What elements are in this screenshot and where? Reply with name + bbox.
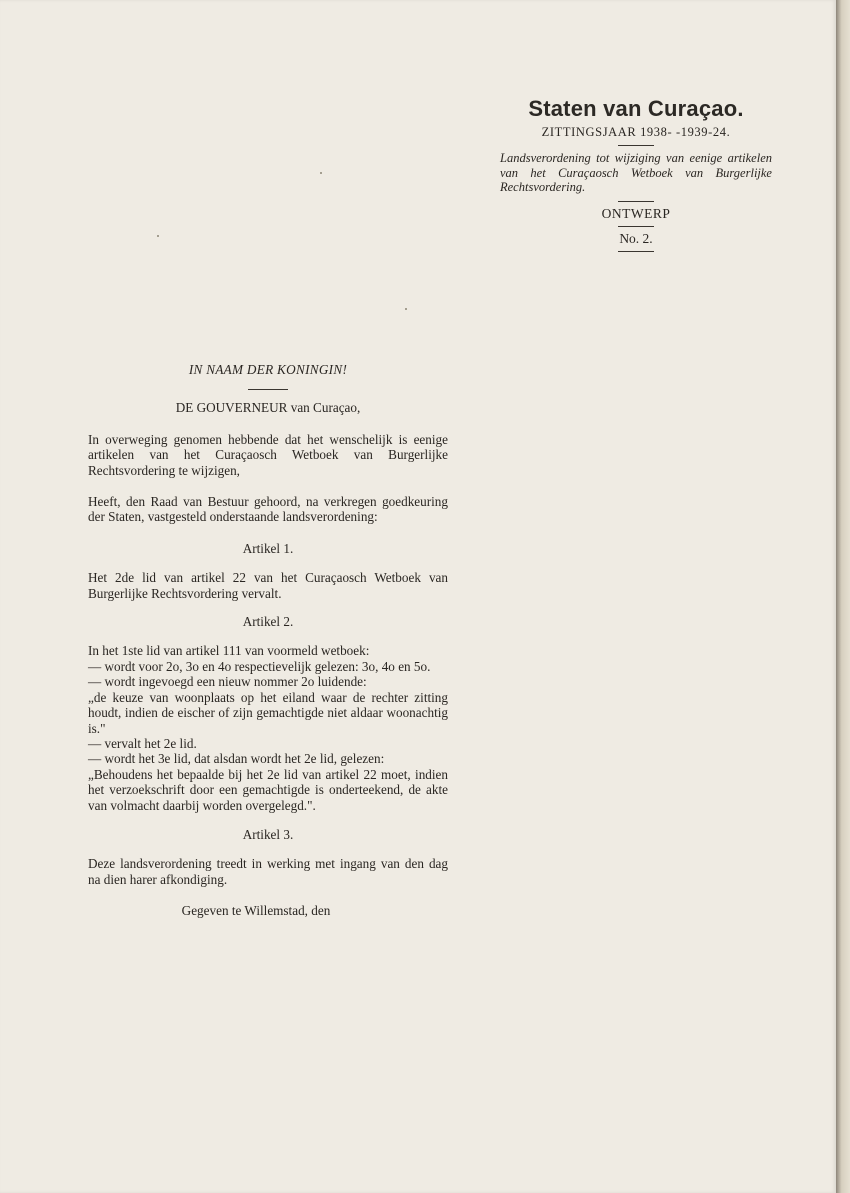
article-2-heading: Artikel 2.	[242, 614, 294, 630]
paper-speck	[320, 172, 322, 174]
invocation: IN NAAM DER KONINGIN!	[188, 362, 348, 377]
enacting-paragraph: Heeft, den Raad van Bestuur gehoord, na verkregen goedkeuring der Staten, vastgesteld onderstaande landsverordening:	[88, 494, 448, 525]
article-2-intro: In het 1ste lid van artikel 111 van voormeld wetboek:	[88, 643, 370, 659]
draft-divider	[618, 226, 654, 227]
page-edge	[836, 0, 850, 1193]
article-2-item-4: — wordt het 3e lid, dat alsdan wordt het 2e lid, gelezen:	[88, 751, 385, 767]
article-2-item-3: — vervalt het 2e lid.	[88, 735, 197, 751]
article-2-item-1: — wordt voor 2o, 3o en 4o respectievelijk gelezen: 3o, 4o en 5o.	[88, 658, 431, 674]
description-divider	[618, 201, 654, 202]
article-2-quote-1: „de keuze van woonplaats op het eiland waar de rechter zitting houdt, indien de eischer of zijn gemachtigde niet aldaar woonachtig is."	[88, 689, 448, 736]
draft-number: No. 2.	[619, 230, 653, 246]
article-3-heading: Artikel 3.	[242, 826, 294, 842]
number-divider	[618, 251, 654, 252]
article-2-quote-2: „Behoudens het bepaalde bij het 2e lid van artikel 22 moet, indien het verzoekschrift door een gemachtigde is onderteekend, de akte van volmacht daarbij worden overgelegd.".	[88, 766, 448, 813]
paper-speck	[405, 308, 407, 310]
ordinance-body	[88, 362, 448, 919]
bill-description: Landsverordening tot wijziging van eenige artikelen van het Curaçaosch Wetboek van Burgerlijke Rechtsvordering.	[500, 151, 772, 194]
session-year: ZITTINGSJAAR 1938- -1939-24.	[541, 125, 731, 139]
document-header	[500, 96, 772, 252]
header-divider	[618, 145, 654, 146]
article-1-text: Het 2de lid van artikel 22 van het Curaçaosch Wetboek van Burgerlijke Rechtsvordering vervalt.	[88, 570, 448, 601]
closing-line: Gegeven te Willemstad, den	[181, 903, 331, 919]
document-title: Staten van Curaçao.	[528, 96, 744, 121]
draft-label: ONTWERP	[601, 205, 671, 221]
article-3-text: Deze landsverordening treedt in werking met ingang van den dag na dien harer afkondiging.	[88, 856, 448, 887]
considering-paragraph: In overweging genomen hebbende dat het wenschelijk is eenige artikelen van het Curaçaosch Wetboek van Burgerlijke Rechtsvordering te wijzigen,	[88, 431, 448, 478]
paper-speck	[157, 235, 159, 237]
article-1-heading: Artikel 1.	[242, 540, 294, 556]
invocation-divider	[248, 389, 288, 390]
governor-line: DE GOUVERNEUR van Curaçao,	[175, 400, 361, 416]
article-2-item-2: — wordt ingevoegd een nieuw nommer 2o luidende:	[88, 674, 367, 690]
